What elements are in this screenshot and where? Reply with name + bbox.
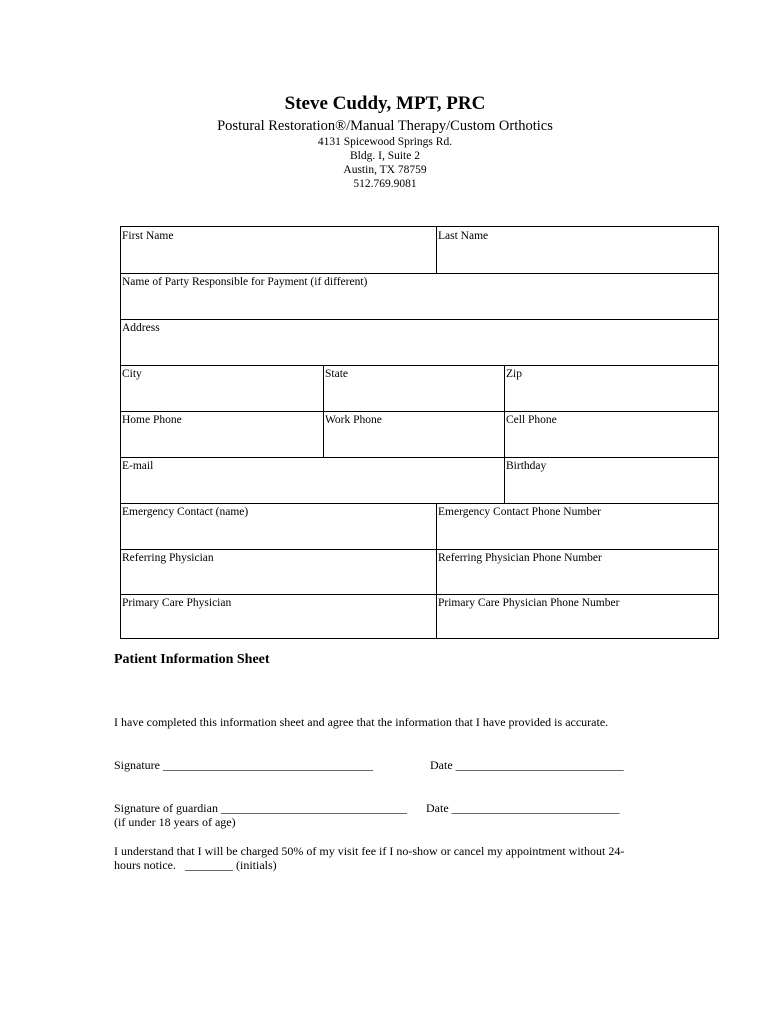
emergency-contact-label: Emergency Contact (name) (122, 506, 249, 518)
home-phone-field[interactable] (121, 411, 323, 457)
guardian-signature-line[interactable]: Signature of guardian _______________________________ (114, 801, 407, 815)
email-field[interactable] (121, 457, 504, 503)
emergency-contact-field[interactable] (121, 503, 436, 549)
patient-info-form (120, 226, 719, 639)
signature-line[interactable]: Signature ___________________________________ (114, 758, 373, 772)
home-phone-label: Home Phone (122, 414, 182, 426)
primary-physician-label: Primary Care Physician (122, 597, 232, 609)
cell-phone-field[interactable] (505, 411, 719, 457)
work-phone-label: Work Phone (325, 414, 382, 426)
birthday-field[interactable] (505, 457, 719, 503)
referring-physician-field[interactable] (121, 549, 436, 594)
responsible-party-label: Name of Party Responsible for Payment (if different) (122, 276, 368, 288)
guardian-date-line[interactable]: Date ____________________________ (426, 801, 620, 815)
primary-phone-field[interactable] (437, 594, 719, 639)
referring-physician-label: Referring Physician (122, 552, 214, 564)
practice-subtitle: Postural Restoration®/Manual Therapy/Custom Orthotics (217, 118, 553, 134)
emergency-phone-label: Emergency Contact Phone Number (438, 506, 601, 518)
zip-field[interactable] (505, 365, 719, 411)
address-line-3: Austin, TX 78759 (343, 164, 427, 176)
address-label: Address (122, 322, 160, 334)
state-field[interactable] (324, 365, 504, 411)
cell-phone-label: Cell Phone (506, 414, 557, 426)
city-label: City (122, 368, 142, 380)
phone-number: 512.769.9081 (353, 178, 417, 190)
first-name-label: First Name (122, 230, 174, 242)
address-line-1: 4131 Spicewood Springs Rd. (317, 136, 453, 148)
address-field[interactable] (121, 319, 718, 365)
primary-physician-field[interactable] (121, 594, 436, 639)
emergency-phone-field[interactable] (437, 503, 719, 549)
work-phone-field[interactable] (324, 411, 504, 457)
fee-policy-line-2[interactable]: hours notice. ________ (initials) (114, 858, 277, 872)
guardian-note: (if under 18 years of age) (114, 815, 236, 829)
email-label: E-mail (122, 460, 154, 472)
sheet-title: Patient Information Sheet (114, 652, 270, 667)
agreement-statement: I have completed this information sheet and agree that the information that I have provided is accurate. (114, 715, 609, 729)
last-name-label: Last Name (438, 230, 489, 242)
city-field[interactable] (121, 365, 323, 411)
state-label: State (325, 368, 348, 380)
last-name-field[interactable] (437, 227, 719, 273)
practitioner-name: Steve Cuddy, MPT, PRC (284, 93, 486, 114)
address-line-2: Bldg. I, Suite 2 (350, 150, 420, 162)
letterhead (0, 92, 770, 191)
referring-phone-field[interactable] (437, 549, 719, 594)
referring-phone-label: Referring Physician Phone Number (438, 552, 602, 564)
zip-label: Zip (506, 368, 522, 380)
date-line[interactable]: Date ____________________________ (430, 758, 624, 772)
birthday-label: Birthday (506, 460, 547, 472)
fee-policy-line-1: I understand that I will be charged 50% of my visit fee if I no-show or cancel my appointment without 24- (114, 844, 625, 858)
primary-phone-label: Primary Care Physician Phone Number (438, 597, 620, 609)
first-name-field[interactable] (121, 227, 436, 273)
responsible-party-field[interactable] (121, 273, 718, 319)
